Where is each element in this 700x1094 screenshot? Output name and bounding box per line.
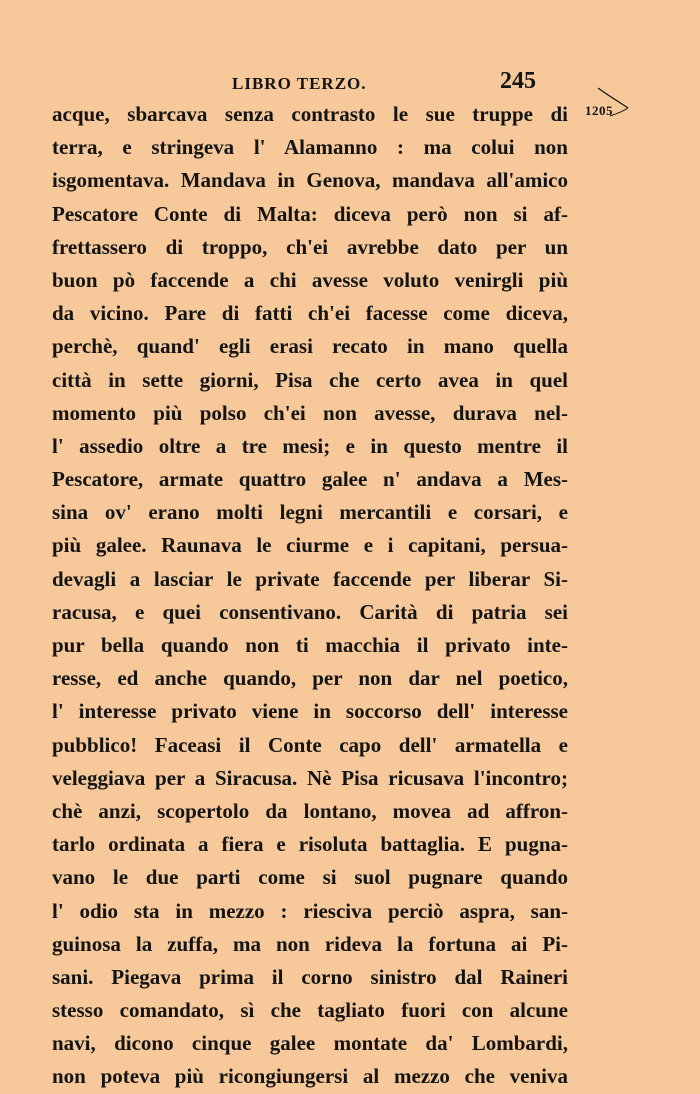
text-line: chè anzi, scopertolo da lontano, movea ad affron- xyxy=(52,798,568,823)
text-line: terra, e stringeva l' Alamanno : ma colui non xyxy=(52,135,568,160)
text-line: l' interesse privato viene in soccorso dell' interesse xyxy=(52,699,568,724)
text-line: racusa, e quei consentivano. Carità di patria sei xyxy=(52,599,568,624)
running-head xyxy=(0,68,700,98)
body-text xyxy=(52,98,568,1094)
text-line: più galee. Raunava le ciurme e i capitani, persua- xyxy=(52,533,568,558)
text-line: da vicino. Pare di fatti ch'ei facesse come diceva, xyxy=(52,301,568,326)
text-line: Pescatore, armate quattro galee n' andava a Mes- xyxy=(52,467,568,492)
text-line: acque, sbarcava senza contrasto le sue truppe di xyxy=(52,102,568,126)
text-line: frettassero di troppo, ch'ei avrebbe dato per un xyxy=(52,234,568,259)
text-line: città in sette giorni, Pisa che certo avea in quel xyxy=(52,367,568,392)
page-number: 245 xyxy=(500,68,536,94)
margin-year: 1205 xyxy=(585,103,613,118)
text-line: resse, ed anche quando, per non dar nel poetico, xyxy=(52,666,568,691)
text-line: l' assedio oltre a tre mesi; e in questo mentre il xyxy=(52,433,568,458)
text-line: navi, dicono cinque galee montate da' Lombardi, xyxy=(52,1031,568,1056)
text-line: isgomentava. Mandava in Genova, mandava all'amico xyxy=(52,168,568,193)
text-line: guinosa la zuffa, ma non rideva la fortuna ai Pi- xyxy=(52,931,568,956)
text-line: l' odio sta in mezzo : riesciva perciò aspra, san- xyxy=(52,898,568,923)
text-line: vano le due parti come si suol pugnare quando xyxy=(52,865,568,890)
book-title: LIBRO TERZO. xyxy=(232,74,367,93)
text-line: Pescatore Conte di Malta: diceva però non si af- xyxy=(52,201,568,226)
text-line: pubblico! Faceasi il Conte capo dell' armatella e xyxy=(52,732,568,757)
text-line: perchè, quand' egli erasi recato in mano quella xyxy=(52,334,568,359)
text-line: momento più polso ch'ei non avesse, durava nel- xyxy=(52,400,568,425)
text-line: non poteva più ricongiungersi al mezzo che veniva xyxy=(52,1064,568,1089)
text-line: tarlo ordinata a fiera e risoluta battaglia. E pugna- xyxy=(52,832,568,857)
text-line: stesso comandato, sì che tagliato fuori con alcune xyxy=(52,998,568,1023)
text-line: sani. Piegava prima il corno sinistro dal Raineri xyxy=(52,964,568,989)
text-line: sina ov' erano molti legni mercantili e corsari, e xyxy=(52,500,568,525)
text-line: devagli a lasciar le private faccende per liberar Si- xyxy=(52,566,568,591)
text-line: veleggiava per a Siracusa. Nè Pisa ricusava l'incontro; xyxy=(52,765,568,790)
text-line: buon pò faccende a chi avesse voluto venirgli più xyxy=(52,267,568,292)
text-line: pur bella quando non ti macchia il privato inte- xyxy=(52,633,568,657)
